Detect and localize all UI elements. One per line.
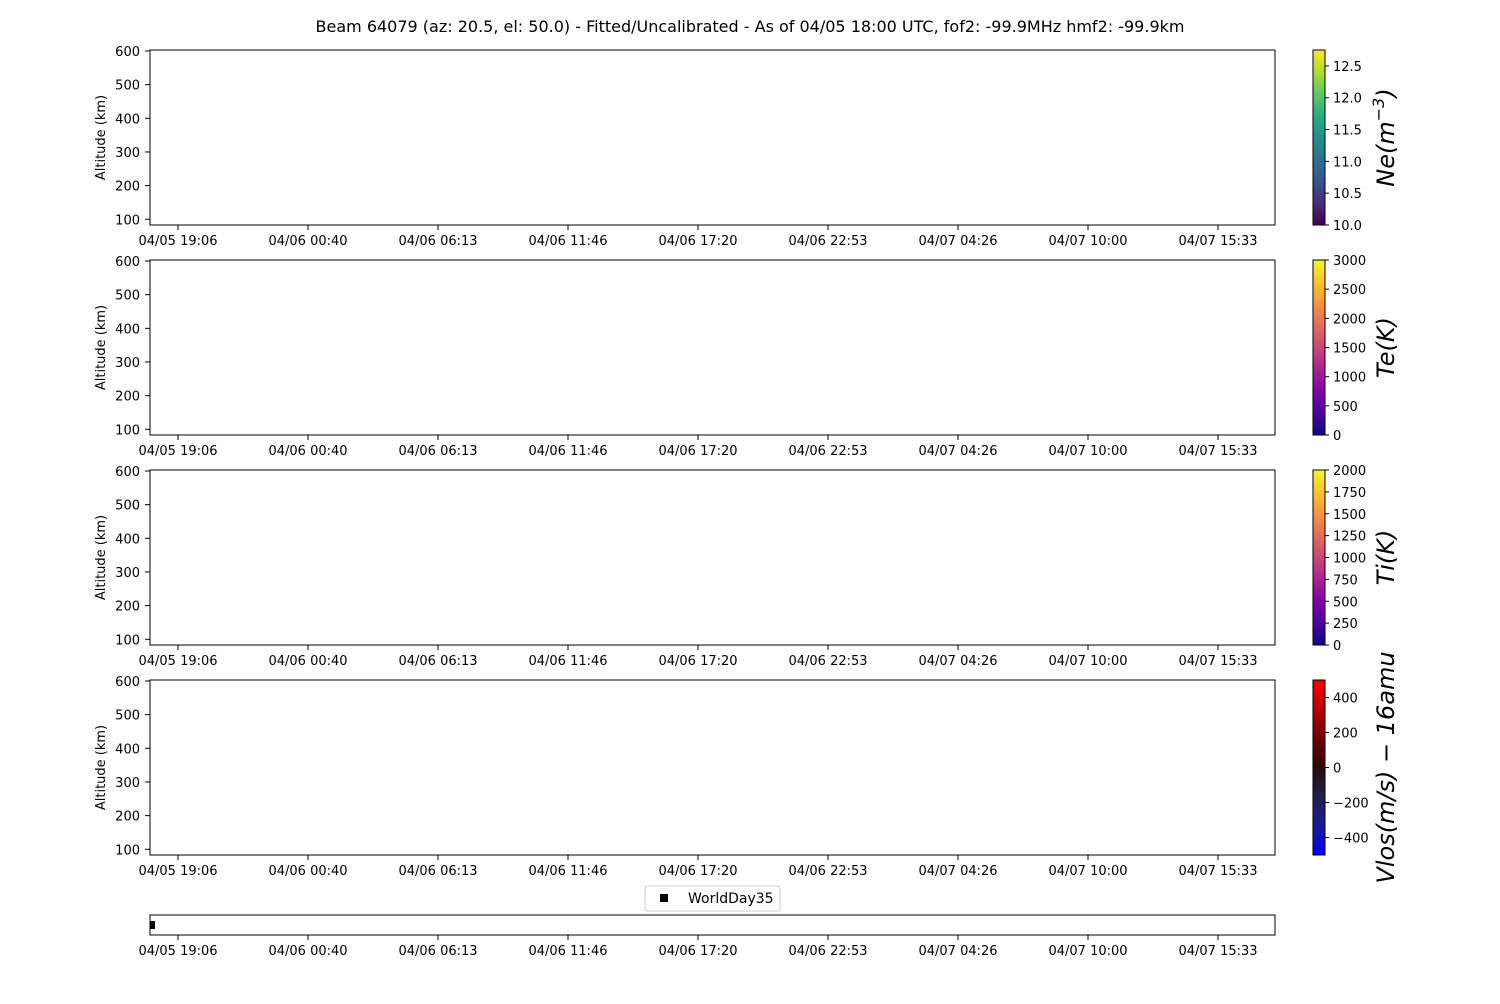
x-tick-label: 04/07 10:00 (1048, 234, 1128, 249)
colorbar-tick-label: 750 (1333, 573, 1358, 589)
y-tick-label: 400 (115, 532, 140, 548)
colorbar-tick-label: 250 (1333, 617, 1358, 633)
x-tick-label: 04/07 15:33 (1178, 864, 1258, 879)
colorbar-tick-label: 1000 (1333, 551, 1367, 567)
colorbar-tick-label: 1000 (1333, 370, 1367, 386)
x-tick-label: 04/06 17:20 (658, 444, 738, 459)
x-tick-label: 04/07 15:33 (1178, 944, 1258, 959)
x-tick-label: 04/06 00:40 (268, 234, 348, 249)
colorbar-tick-label: 2000 (1333, 464, 1367, 479)
plot-area (150, 50, 1275, 225)
colorbar-tick-label: 10.0 (1333, 219, 1362, 234)
x-tick-label: 04/06 11:46 (528, 444, 608, 459)
x-tick-label: 04/06 11:46 (528, 864, 608, 879)
panel-4 (94, 651, 1400, 883)
y-tick-label: 200 (115, 599, 140, 615)
colorbar-tick-label: 500 (1333, 399, 1358, 415)
x-tick-label: 04/06 11:46 (528, 944, 608, 959)
plot-area (150, 470, 1275, 645)
y-tick-label: 100 (115, 423, 140, 439)
y-tick-label: 200 (115, 389, 140, 405)
x-tick-label: 04/07 15:33 (1178, 654, 1258, 669)
colorbar-tick-label: 3000 (1333, 254, 1367, 269)
colorbar-tick-label: 0 (1333, 761, 1342, 777)
x-tick-label: 04/07 04:26 (918, 234, 998, 249)
x-tick-label: 04/06 22:53 (788, 234, 868, 249)
y-tick-label: 100 (115, 213, 140, 229)
colorbar-label: Vlos(m/s) − 16amu (1372, 651, 1400, 884)
x-tick-label: 04/06 06:13 (398, 234, 478, 249)
colorbar-tick-label: 0 (1333, 639, 1342, 654)
y-tick-label: 400 (115, 112, 140, 128)
colorbar-tick-label: −400 (1333, 831, 1369, 847)
legend-entry: WorldDay35 (688, 891, 774, 907)
y-tick-label: 200 (115, 179, 140, 195)
colorbar-tick-label: 0 (1333, 429, 1342, 444)
x-tick-label: 04/07 04:26 (918, 944, 998, 959)
x-tick-label: 04/06 22:53 (788, 444, 868, 459)
colorbar-label: Te(K) (1372, 317, 1400, 378)
x-tick-label: 04/06 22:53 (788, 944, 868, 959)
x-tick-label: 04/07 04:26 (918, 444, 998, 459)
y-tick-label: 600 (115, 255, 140, 271)
y-tick-label: 300 (115, 145, 140, 161)
x-tick-label: 04/05 19:06 (138, 864, 218, 879)
colorbar-label: Ti(K) (1372, 529, 1400, 586)
colorbar (1313, 50, 1325, 225)
x-tick-label: 04/07 15:33 (1178, 444, 1258, 459)
x-tick-label: 04/07 10:00 (1048, 864, 1128, 879)
legend-marker (660, 894, 668, 902)
y-tick-label: 300 (115, 775, 140, 791)
plot-area (150, 680, 1275, 855)
panel-1 (94, 45, 1400, 249)
x-tick-label: 04/05 19:06 (138, 944, 218, 959)
panel-3 (94, 464, 1400, 669)
y-axis-label: Altitude (km) (94, 514, 109, 601)
y-axis-label: Altitude (km) (94, 304, 109, 391)
y-tick-label: 300 (115, 565, 140, 581)
colorbar-tick-label: 400 (1333, 691, 1358, 707)
colorbar-tick-label: 12.5 (1333, 59, 1362, 75)
y-tick-label: 400 (115, 742, 140, 758)
colorbar (1313, 470, 1325, 645)
x-tick-label: 04/06 06:13 (398, 864, 478, 879)
colorbar-tick-label: 2500 (1333, 283, 1367, 299)
colorbar (1313, 680, 1325, 855)
y-tick-label: 300 (115, 355, 140, 371)
colorbar-tick-label: −200 (1333, 796, 1369, 812)
x-tick-label: 04/07 15:33 (1178, 234, 1258, 249)
x-tick-label: 04/06 00:40 (268, 654, 348, 669)
colorbar (1313, 260, 1325, 435)
x-tick-label: 04/05 19:06 (138, 234, 218, 249)
x-tick-label: 04/06 17:20 (658, 654, 738, 669)
event-strip (138, 886, 1275, 959)
x-tick-label: 04/06 06:13 (398, 654, 478, 669)
colorbar-tick-label: 12.0 (1333, 91, 1362, 107)
x-tick-label: 04/06 00:40 (268, 944, 348, 959)
panel-2 (94, 254, 1400, 459)
x-tick-label: 04/06 22:53 (788, 864, 868, 879)
x-tick-label: 04/07 04:26 (918, 864, 998, 879)
colorbar-tick-label: 1750 (1333, 485, 1367, 501)
event-marker (150, 921, 155, 929)
colorbar-label: $Ne(m^{-3})$ (1369, 88, 1400, 187)
x-tick-label: 04/05 19:06 (138, 444, 218, 459)
x-tick-label: 04/06 06:13 (398, 444, 478, 459)
x-tick-label: 04/06 11:46 (528, 654, 608, 669)
figure-title: Beam 64079 (az: 20.5, el: 50.0) - Fitted/Uncalibrated - As of 04/05 18:00 UTC, fof2: -99.9MHz hmf2: -99.9km (315, 17, 1185, 36)
y-axis-label: Altitude (km) (94, 724, 109, 811)
x-tick-label: 04/07 04:26 (918, 654, 998, 669)
y-tick-label: 400 (115, 322, 140, 338)
colorbar-tick-label: 1250 (1333, 529, 1367, 545)
x-tick-label: 04/06 22:53 (788, 654, 868, 669)
colorbar-tick-label: 11.0 (1333, 155, 1362, 171)
y-tick-label: 500 (115, 498, 140, 514)
x-tick-label: 04/06 00:40 (268, 864, 348, 879)
y-tick-label: 500 (115, 78, 140, 94)
x-tick-label: 04/07 10:00 (1048, 944, 1128, 959)
x-tick-label: 04/07 10:00 (1048, 444, 1128, 459)
y-tick-label: 500 (115, 708, 140, 724)
y-tick-label: 600 (115, 45, 140, 61)
colorbar-tick-label: 10.5 (1333, 187, 1362, 203)
colorbar-tick-label: 1500 (1333, 341, 1367, 357)
y-tick-label: 600 (115, 675, 140, 691)
x-tick-label: 04/06 17:20 (658, 944, 738, 959)
legend (645, 886, 780, 911)
y-tick-label: 100 (115, 633, 140, 649)
x-tick-label: 04/06 17:20 (658, 864, 738, 879)
y-tick-label: 500 (115, 288, 140, 304)
x-tick-label: 04/07 10:00 (1048, 654, 1128, 669)
x-tick-label: 04/06 00:40 (268, 444, 348, 459)
x-tick-label: 04/05 19:06 (138, 654, 218, 669)
colorbar-tick-label: 11.5 (1333, 123, 1362, 139)
y-tick-label: 100 (115, 843, 140, 859)
y-axis-label: Altitude (km) (94, 94, 109, 181)
colorbar-tick-label: 2000 (1333, 312, 1367, 328)
x-tick-label: 04/06 17:20 (658, 234, 738, 249)
strip-plot-area (150, 915, 1275, 935)
x-tick-label: 04/06 11:46 (528, 234, 608, 249)
y-tick-label: 600 (115, 465, 140, 481)
plot-area (150, 260, 1275, 435)
x-tick-label: 04/06 06:13 (398, 944, 478, 959)
colorbar-tick-label: 500 (1333, 595, 1358, 611)
y-tick-label: 200 (115, 809, 140, 825)
colorbar-tick-label: 1500 (1333, 507, 1367, 523)
colorbar-tick-label: 200 (1333, 726, 1358, 742)
